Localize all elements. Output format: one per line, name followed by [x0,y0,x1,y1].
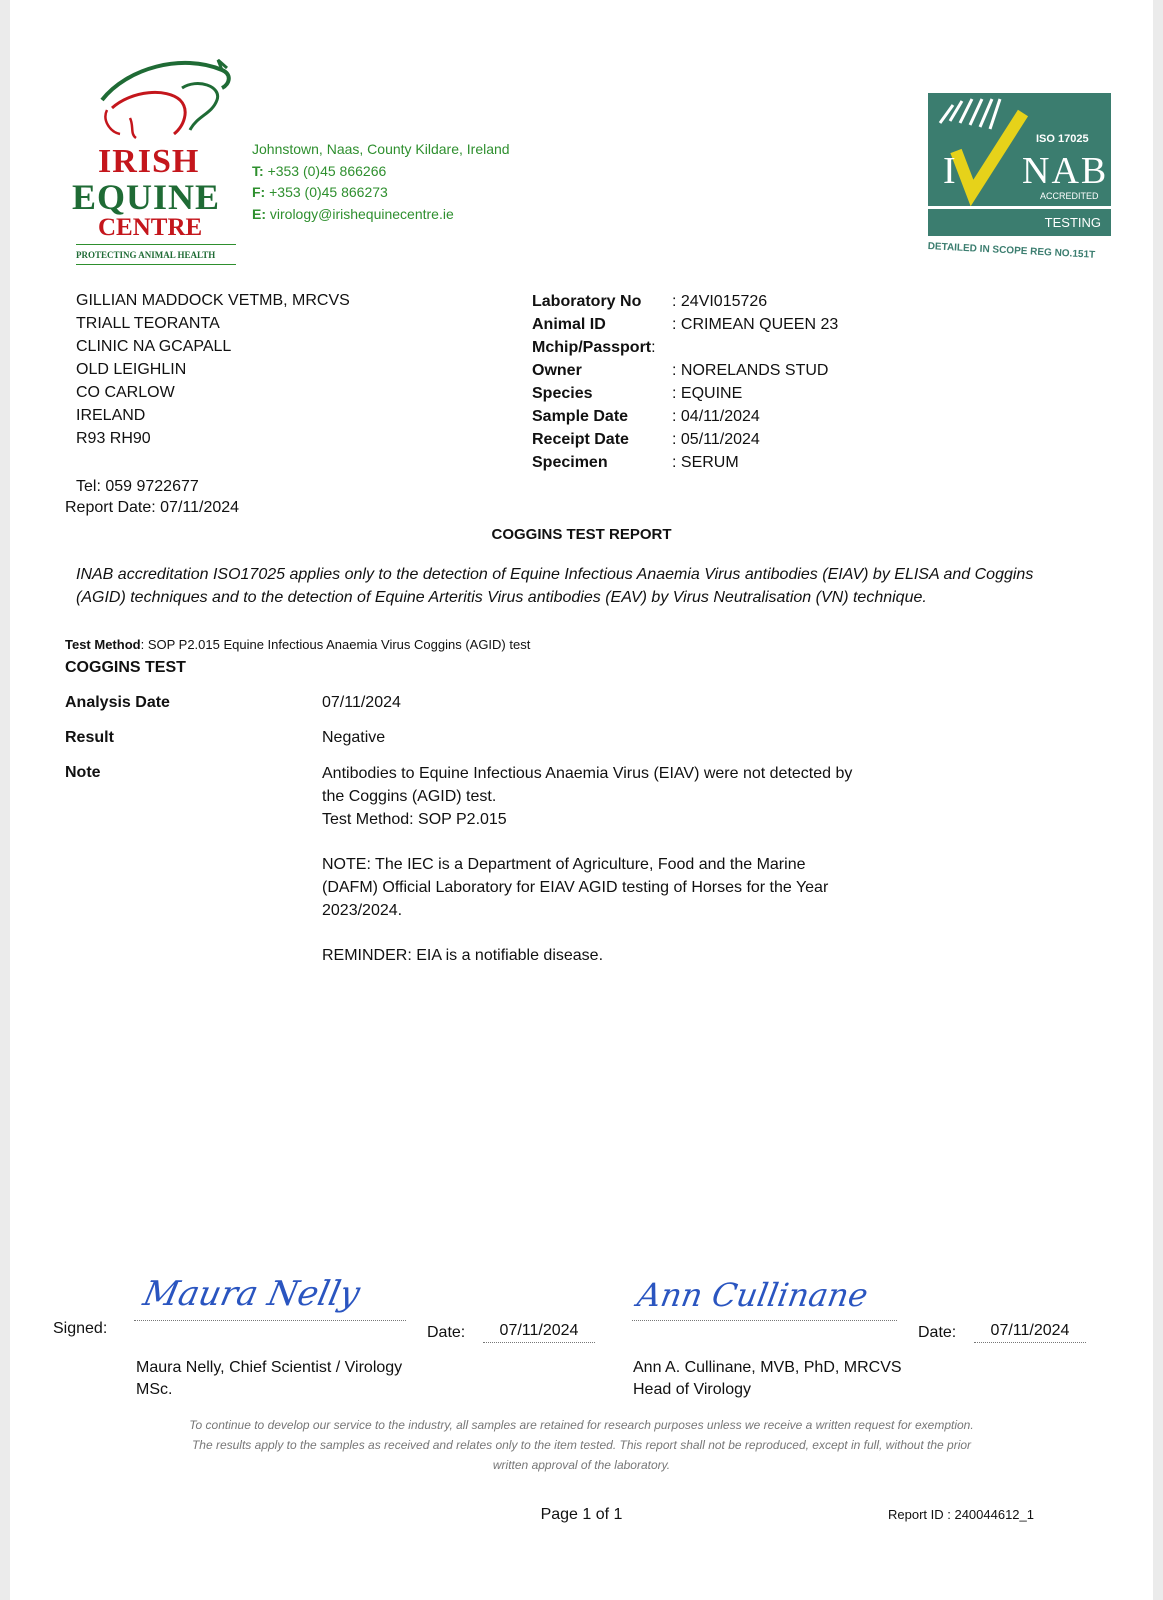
info-label: Animal ID [532,316,606,333]
info-label: Mchip/Passport [532,339,652,356]
inab-i: I [943,150,956,192]
info-row-lab-no [532,291,838,314]
signed-label: Signed: [53,1320,108,1337]
left-signer-degree: MSc. [136,1381,173,1398]
info-label: Laboratory No [532,293,642,310]
footer-disclaimer [90,1415,1073,1475]
horse-logo-icon [72,48,242,148]
inab-accredited: ACCREDITED [1040,191,1099,201]
sample-info [532,291,838,475]
recipient-line: GILLIAN MADDOCK VETMB, MRCVS [76,292,350,309]
info-label: Specimen [532,454,608,471]
info-label: Sample Date [532,408,629,425]
note-line: Test Method: SOP P2.015 [322,811,507,828]
left-signer-name: Maura Nelly, Chief Scientist / Virology [136,1359,403,1376]
email-label: E: [252,205,266,222]
footer-line: The results apply to the samples as received and relates only to the item tested. This report shall not be reproduced, except in full, without the prior [191,1438,972,1452]
report-id: Report ID : 240044612_1 [888,1507,1034,1522]
inab-testing: TESTING [1044,215,1101,230]
fax-label: F: [252,184,266,200]
right-signature: Ann Cullinane [634,1276,871,1314]
info-row-receipt-date [532,429,838,452]
contact-fax: +353 (0)45 866273 [269,184,388,200]
test-method [65,637,530,652]
info-value: : 05/11/2024 [672,431,760,448]
info-value: : 04/11/2024 [672,408,760,425]
inab-iso: ISO 17025 [1036,133,1089,145]
contact-address: Johnstown, Naas, County Kildare, Ireland [252,141,510,157]
recipient-line: IRELAND [76,407,146,424]
logo-divider [76,244,236,245]
left-date-label: Date: [427,1324,466,1341]
info-value: : 24VI015726 [672,293,768,310]
info-row-species [532,383,838,406]
info-label: Species [532,385,593,402]
info-value: : NORELANDS STUD [672,362,829,379]
left-date: 07/11/2024 [483,1320,595,1343]
inab-top-panel [928,93,1111,206]
report-date: Report Date: 07/11/2024 [65,499,240,516]
inab-scope: DETAILED IN SCOPE REG NO.151T [927,241,1096,261]
note-line: REMINDER: EIA is a notifiable disease. [322,947,604,964]
info-label: Receipt Date [532,431,629,448]
page-number: Page 1 of 1 [540,1506,623,1523]
info-row-owner [532,360,838,383]
report-title: COGGINS TEST REPORT [491,526,672,543]
note-line: 2023/2024. [322,902,403,919]
right-signer-title: Head of Virology [633,1381,751,1398]
info-value: : [651,339,656,356]
right-signature-line [632,1276,897,1321]
recipient-tel: Tel: 059 9722677 [76,478,199,495]
left-signature: Maura Nelly [139,1274,364,1314]
test-method-value: : SOP P2.015 Equine Infectious Anaemia Virus Coggins (AGID) test [140,637,531,652]
info-row-specimen [532,452,838,475]
right-date: 07/11/2024 [974,1320,1086,1343]
logo-line-centre: CENTRE [98,214,203,241]
logo-line-equine: EQUINE [72,177,221,217]
info-row-passport [532,337,838,360]
logo-tagline: PROTECTING ANIMAL HEALTH [76,250,216,260]
recipient-line: CLINIC NA GCAPALL [76,338,232,355]
info-value: : CRIMEAN QUEEN 23 [672,316,839,333]
contact-tel: +353 (0)45 866266 [267,162,387,179]
note-line: Antibodies to Equine Infectious Anaemia Virus (EIAV) were not detected by [322,765,853,782]
left-signature-line [134,1274,406,1321]
logo-divider-bottom [76,264,236,265]
result-value: Negative [322,729,386,746]
info-row-sample-date [532,406,838,429]
tel-label: T: [252,162,264,179]
result-label: Result [65,729,114,746]
recipient-line: CO CARLOW [76,384,175,401]
recipient-line: OLD LEIGHLIN [76,361,187,378]
footer-line: written approval of the laboratory. [492,1458,671,1472]
recipient-line: R93 RH90 [76,430,151,447]
right-date-label: Date: [918,1324,957,1341]
iec-logo [72,48,242,270]
note-line: the Coggins (AGID) test. [322,788,497,805]
inab-brand: NAB [1022,150,1109,192]
note-line: (DAFM) Official Laboratory for EIAV AGID testing of Horses for the Year [322,879,829,896]
contact-block [252,139,510,225]
note-line: NOTE: The IEC is a Department of Agriculture, Food and the Marine [322,856,806,873]
right-signer-name: Ann A. Cullinane, MVB, PhD, MRCVS [633,1359,902,1376]
report-page [10,0,1153,1600]
info-value: : EQUINE [672,385,743,402]
inab-badge [927,93,1111,261]
recipient-address [76,290,350,451]
analysis-date-value: 07/11/2024 [322,694,401,711]
inab-testing-panel [928,209,1111,236]
analysis-date-label: Analysis Date [65,694,170,711]
info-value: : SERUM [672,454,739,471]
note-body [322,762,942,967]
recipient-line: TRIALL TEORANTA [76,315,220,332]
section-title: COGGINS TEST [65,659,186,676]
test-method-label: Test Method [65,637,141,652]
footer-line: To continue to develop our service to the industry, all samples are retained for research purposes unless we receive a written request for exemption. [189,1418,974,1432]
info-row-animal-id [532,314,838,337]
info-label: Owner [532,362,582,379]
contact-email: virology@irishequinecentre.ie [269,205,454,222]
note-label: Note [65,764,101,781]
accreditation-note: INAB accreditation ISO17025 applies only to the detection of Equine Infectious Anaemia Virus antibodies (EIAV) by ELISA and Coggins (AGID) techniques and to the detection of Equine Arteritis Virus antibodies (EAV) by Virus Neutralisation (VN) technique. [76,566,1034,606]
logo-line-irish: IRISH [98,143,200,180]
